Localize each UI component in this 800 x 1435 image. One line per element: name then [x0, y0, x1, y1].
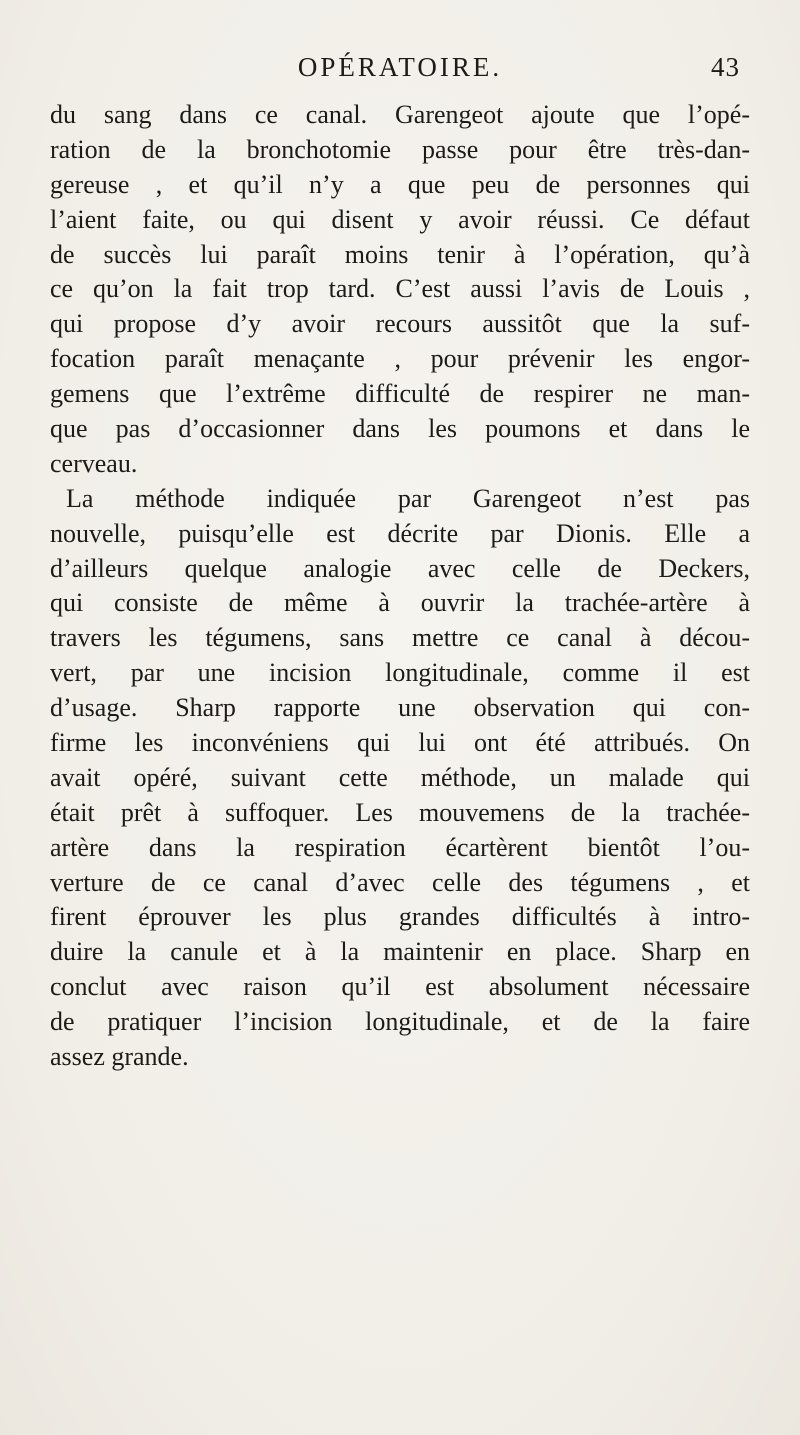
text-line: de pratiquer l’incision longitudinale, et de la faire — [50, 1007, 750, 1037]
text-line: ce qu’on la fait trop tard. C’est aussi l’avis de Louis , — [50, 274, 750, 304]
text-line: que pas d’occasionner dans les poumons et dans le — [50, 414, 750, 444]
running-title: OPÉRATOIRE. — [297, 52, 503, 82]
body-text — [50, 98, 750, 1075]
text-line: firent éprouver les plus grandes difficultés à intro- — [50, 902, 750, 932]
text-line: d’ailleurs quelque analogie avec celle de Deckers, — [50, 553, 750, 583]
text-line: l’aient faite, ou qui disent y avoir réussi. Ce défaut — [50, 204, 750, 234]
text-line: ration de la bronchotomie passe pour être très-dan- — [50, 134, 750, 164]
text-line: gemens que l’extrême difficulté de respirer ne man- — [50, 379, 750, 409]
text-line: de succès lui paraît moins tenir à l’opération, qu’à — [50, 239, 750, 269]
text-line: qui propose d’y avoir recours aussitôt que la suf- — [50, 309, 750, 339]
text-line: nouvelle, puisqu’elle est décrite par Dionis. Elle a — [50, 518, 750, 548]
text-line: duire la canule et à la maintenir en place. Sharp en — [50, 937, 750, 967]
text-line: conclut avec raison qu’il est absolument nécessaire — [50, 972, 750, 1002]
text-line: cerveau. — [50, 448, 138, 478]
text-line: assez grande. — [50, 1042, 189, 1072]
text-line: qui consiste de même à ouvrir la trachée-artère à — [50, 588, 750, 618]
text-line: firme les inconvéniens qui lui ont été attribués. On — [50, 728, 750, 758]
text-line: était prêt à suffoquer. Les mouvemens de la trachée- — [50, 797, 750, 827]
page-header — [60, 52, 740, 92]
text-line: d’usage. Sharp rapporte une observation qui con- — [50, 693, 750, 723]
text-line: du sang dans ce canal. Garengeot ajoute que l’opé- — [50, 100, 750, 129]
text-line: verture de ce canal d’avec celle des tégumens , et — [50, 867, 750, 897]
text-line: avait opéré, suivant cette méthode, un malade qui — [50, 762, 750, 792]
text-line: La méthode indiquée par Garengeot n’est pas — [66, 483, 750, 513]
text-line: focation paraît menaçante , pour prévenir les engor- — [50, 344, 750, 374]
text-line: artère dans la respiration écartèrent bientôt l’ou- — [50, 832, 750, 862]
page-number: 43 — [711, 52, 740, 82]
text-line: vert, par une incision longitudinale, comme il est — [50, 658, 750, 688]
text-line: travers les tégumens, sans mettre ce canal à décou- — [50, 623, 750, 653]
text-line: gereuse , et qu’il n’y a que peu de personnes qui — [50, 169, 750, 199]
